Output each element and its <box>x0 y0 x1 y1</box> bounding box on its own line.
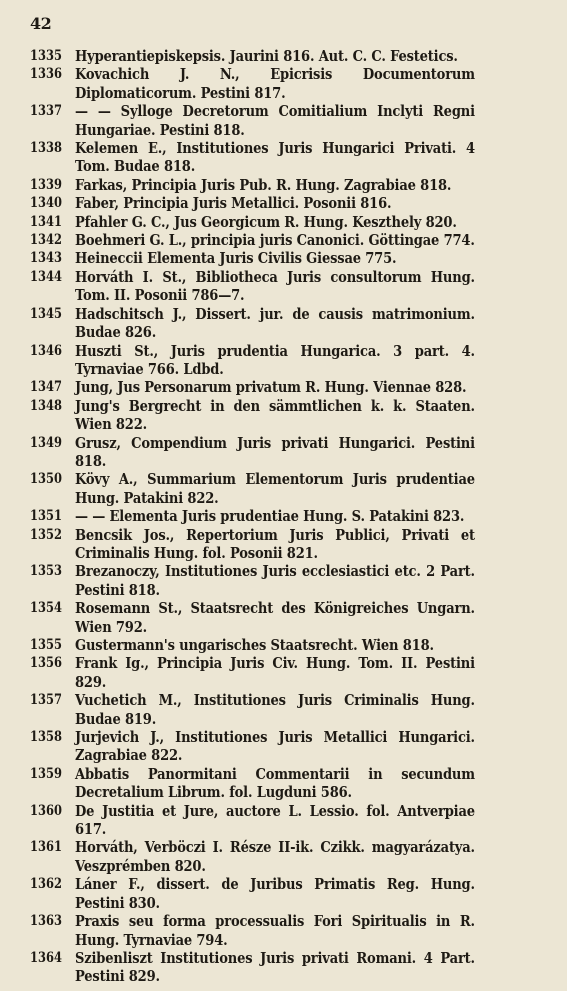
entry-text: Kövy A., Summarium Elementorum Juris prudentiae Hung. Patakini 822. <box>75 470 475 507</box>
entry-text: Vuchetich M., Institutiones Juris Criminalis Hung. Budae 819. <box>75 691 475 728</box>
entry-number: 1349 <box>30 434 62 451</box>
entry-number: 1354 <box>30 600 62 617</box>
entry-number: 1347 <box>30 379 62 396</box>
entry-text: Grusz, Compendium Juris privati Hungarici. Pestini 818. <box>75 433 475 470</box>
entry-number: 1353 <box>30 563 62 580</box>
entry-number: 1345 <box>30 305 62 322</box>
entry-number: 1355 <box>30 637 62 653</box>
catalog-entry <box>30 526 540 563</box>
entry-number: 1343 <box>30 250 62 267</box>
catalog-entry <box>30 213 540 231</box>
entry-text: Praxis seu forma processualis Fori Spiritualis in R. Hung. Tyrnaviae 794. <box>75 912 475 949</box>
catalog-entry <box>30 249 540 267</box>
entry-text: Pfahler G. C., Jus Georgicum R. Hung. Keszthely 820. <box>75 212 457 231</box>
catalog-entry <box>30 268 540 305</box>
entry-text: Kovachich J. N., Epicrisis Documentorum Diplomaticorum. Pestini 817. <box>75 65 475 102</box>
catalog-entry <box>30 654 540 691</box>
entry-number: 1360 <box>30 802 62 819</box>
entry-text: De Justitia et Jure, auctore L. Lessio. fol. Antverpiae 617. <box>75 801 475 839</box>
entry-number: 1341 <box>30 213 62 230</box>
catalog-entry <box>30 636 540 654</box>
catalog-entry <box>30 102 540 139</box>
entry-number: 1351 <box>30 508 62 525</box>
entry-text: Hyperantiepiskepsis. Jaurini 816. Aut. C. C. Festetics. <box>75 47 458 65</box>
catalog-entry <box>30 342 540 379</box>
catalog-entry <box>30 65 540 102</box>
catalog-entry <box>30 507 540 525</box>
entry-number: 1339 <box>30 176 62 193</box>
entry-number: 1358 <box>30 729 62 746</box>
catalog-entry <box>30 397 540 434</box>
catalog-entry <box>30 691 540 728</box>
entry-number: 1340 <box>30 195 62 212</box>
entry-text: Frank Ig., Principia Juris Civ. Hung. Tom. II. Pestini 829. <box>75 654 475 691</box>
entry-text: — — Sylloge Decretorum Comitialium Inclyti Regni Hungariae. Pestini 818. <box>75 102 475 139</box>
catalog-entry <box>30 194 540 212</box>
entry-text: Jung, Jus Personarum privatum R. Hung. Viennae 828. <box>75 378 467 397</box>
entry-text: Heineccii Elementa Juris Civilis Giessae 775. <box>75 249 397 268</box>
entry-text: Rosemann St., Staatsrecht des Königreiches Ungarn. Wien 792. <box>75 599 475 636</box>
catalog-entry <box>30 434 540 471</box>
entry-number: 1352 <box>30 526 62 543</box>
catalog-entry <box>30 728 540 765</box>
entry-number: 1356 <box>30 655 62 672</box>
entry-text: Boehmeri G. L., principia juris Canonici. Göttingae 774. <box>75 231 475 250</box>
catalog-list <box>30 47 540 986</box>
entry-text: — — Elementa Juris prudentiae Hung. S. Patakini 823. <box>75 507 465 526</box>
catalog-entry <box>30 802 540 839</box>
entry-number: 1362 <box>30 876 62 893</box>
entry-number: 1337 <box>30 103 62 120</box>
entry-text: Horváth I. St., Bibliotheca Juris consultorum Hung. Tom. II. Posonii 786—7. <box>75 267 475 305</box>
entry-text: Jung's Bergrecht in den sämmtlichen k. k. Staaten. Wien 822. <box>75 396 475 434</box>
catalog-entry <box>30 912 540 949</box>
catalog-entry <box>30 305 540 342</box>
entry-text: Farkas, Principia Juris Pub. R. Hung. Zagrabiae 818. <box>75 175 452 194</box>
catalog-entry <box>30 949 540 986</box>
catalog-entry <box>30 599 540 636</box>
entry-number: 1344 <box>30 268 62 285</box>
entry-number: 1363 <box>30 913 62 930</box>
entry-number: 1350 <box>30 471 62 488</box>
entry-text: Gustermann's ungarisches Staatsrecht. Wien 818. <box>75 636 434 654</box>
entry-number: 1348 <box>30 397 62 414</box>
entry-number: 1342 <box>30 232 62 249</box>
entry-text: Bencsik Jos., Repertorium Juris Publici, Privati et Criminalis Hung. fol. Posonii 821. <box>75 525 475 562</box>
catalog-entry <box>30 562 540 599</box>
entry-number: 1359 <box>30 765 62 782</box>
catalog-entry <box>30 470 540 507</box>
entry-number: 1336 <box>30 66 62 83</box>
entry-text: Szibenliszt Institutiones Juris privati Romani. 4 Part. Pestini 829. <box>75 948 475 986</box>
entry-number: 1364 <box>30 949 62 966</box>
entry-number: 1346 <box>30 342 62 359</box>
entry-number: 1335 <box>30 48 62 64</box>
entry-number: 1361 <box>30 839 62 856</box>
entry-text: Kelemen E., Institutiones Juris Hungarici Privati. 4 Tom. Budae 818. <box>75 139 475 176</box>
entry-text: Faber, Principia Juris Metallici. Posonii 816. <box>75 194 392 213</box>
catalog-entry <box>30 47 540 65</box>
catalog-entry <box>30 875 540 912</box>
entry-number: 1338 <box>30 140 62 157</box>
entry-text: Láner F., dissert. de Juribus Primatis Reg. Hung. Pestini 830. <box>75 875 475 912</box>
entry-text: Huszti St., Juris prudentia Hungarica. 3 part. 4. Tyrnaviae 766. Ldbd. <box>75 341 475 378</box>
catalog-entry <box>30 378 540 396</box>
catalog-entry <box>30 838 540 875</box>
entry-text: Jurjevich J., Institutiones Juris Metallici Hungarici. Zagrabiae 822. <box>75 728 475 765</box>
entry-text: Horváth, Verböczi I. Része II-ik. Czikk. magyarázatya. Veszprémben 820. <box>75 838 475 875</box>
catalog-entry <box>30 231 540 249</box>
entry-text: Hadschitsch J., Dissert. jur. de causis matrimonium. Budae 826. <box>75 304 475 342</box>
entry-number: 1357 <box>30 692 62 709</box>
entry-text: Brezanoczy, Institutiones Juris ecclesiastici etc. 2 Part. Pestini 818. <box>75 562 475 599</box>
catalog-entry <box>30 765 540 802</box>
catalog-entry <box>30 176 540 194</box>
page-number: 42 <box>30 14 52 33</box>
entry-text: Abbatis Panormitani Commentarii in secundum Decretalium Librum. fol. Lugduni 586. <box>75 764 475 802</box>
catalog-entry <box>30 139 540 176</box>
